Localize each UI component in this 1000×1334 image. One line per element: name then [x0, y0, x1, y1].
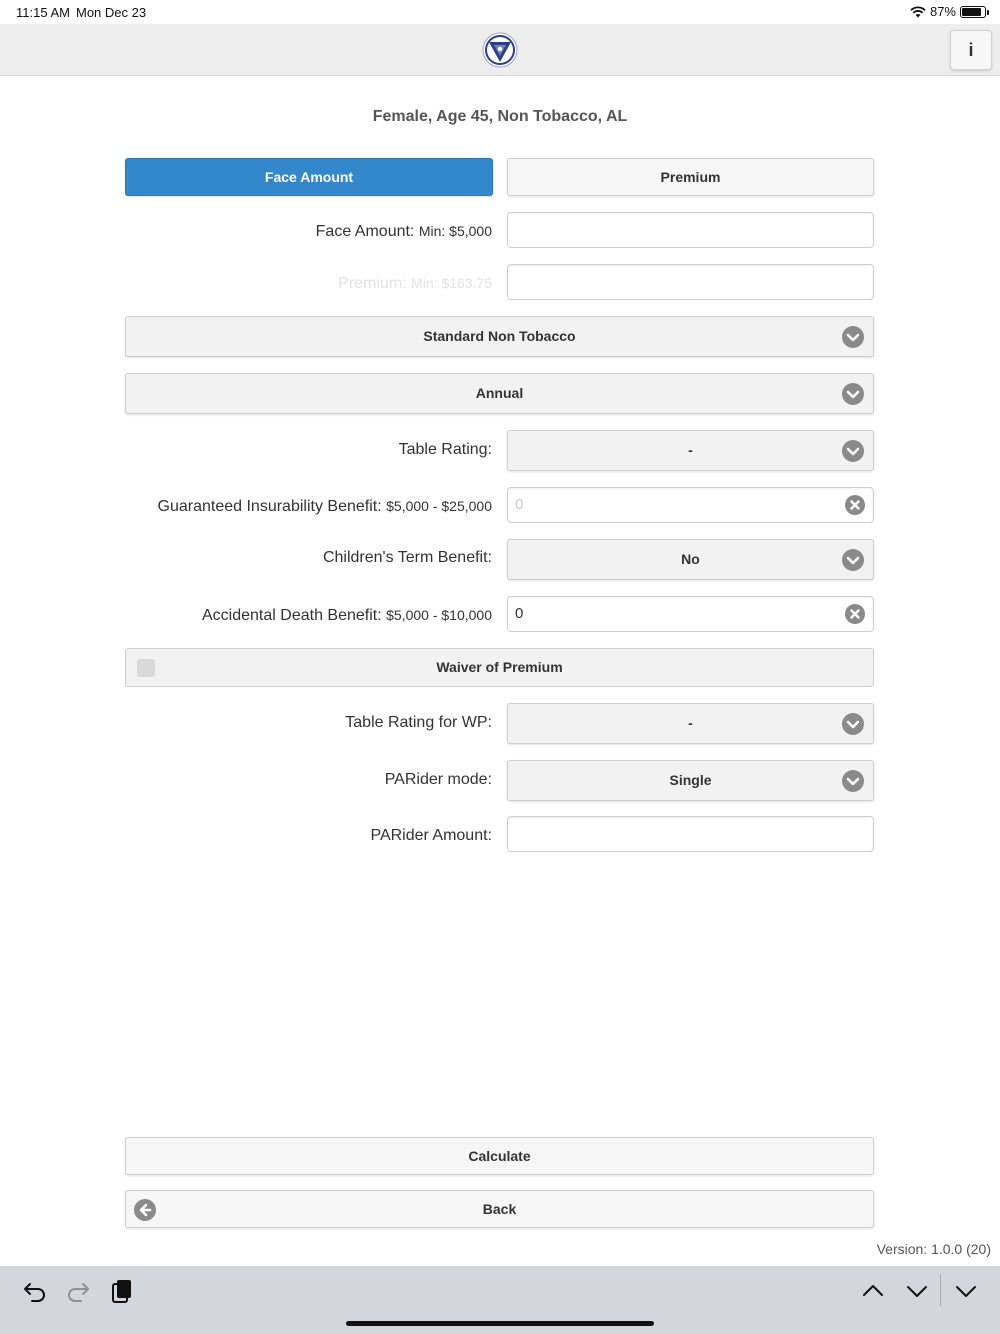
- home-indicator: [346, 1321, 654, 1326]
- risk-class-select[interactable]: [125, 316, 874, 357]
- company-logo-icon: [482, 32, 518, 68]
- adb-input[interactable]: [507, 596, 874, 632]
- version-text: Version: 1.0.0 (20): [876, 1241, 991, 1257]
- parider-amount-input[interactable]: [507, 816, 874, 852]
- premium-label-text: Premium:: [338, 275, 407, 292]
- children-term-select[interactable]: [507, 539, 874, 580]
- battery-icon: [960, 6, 986, 18]
- table-rating-value: -: [688, 442, 693, 458]
- dismiss-keyboard-icon[interactable]: [953, 1278, 979, 1304]
- face-amount-hint: Min: $5,000: [418, 223, 492, 239]
- children-term-label: Children's Term Benefit:: [322, 549, 492, 566]
- checkbox-box[interactable]: [137, 659, 155, 677]
- premium-tab[interactable]: Premium: [507, 158, 874, 196]
- table-rating-wp-label: Table Rating for WP:: [345, 714, 492, 731]
- redo-icon[interactable]: [65, 1278, 91, 1304]
- status-right: [910, 4, 986, 19]
- undo-icon[interactable]: [22, 1278, 48, 1304]
- adb-hint: $5,000 - $10,000: [386, 607, 492, 623]
- parider-mode-label: PARider mode:: [384, 771, 492, 788]
- gib-input[interactable]: [507, 487, 874, 523]
- parider-amount-label: PARider Amount:: [370, 827, 492, 844]
- face-amount-label-text: Face Amount:: [315, 223, 415, 240]
- chevron-down-icon: [842, 770, 864, 792]
- parider-mode-value: Single: [669, 772, 712, 788]
- chevron-down-icon[interactable]: [904, 1278, 930, 1304]
- battery-percent: 87%: [929, 4, 956, 19]
- face-amount-label: [316, 223, 492, 241]
- table-rating-select[interactable]: [507, 430, 874, 471]
- page-subtitle: Female, Age 45, Non Tobacco, AL: [372, 108, 628, 125]
- wifi-icon: [910, 6, 926, 18]
- risk-class-value: Standard Non Tobacco: [423, 328, 576, 344]
- table-rating-wp-select[interactable]: [507, 703, 874, 744]
- info-button[interactable]: i: [950, 30, 992, 70]
- adb-value: 0: [515, 605, 524, 622]
- chevron-down-icon: [842, 383, 864, 405]
- parider-mode-select[interactable]: [507, 760, 874, 801]
- chevron-down-icon: [842, 713, 864, 735]
- face-amount-input[interactable]: [507, 212, 874, 248]
- adb-label: [202, 607, 492, 625]
- back-button-label: Back: [482, 1201, 517, 1217]
- clear-icon[interactable]: [845, 604, 865, 624]
- status-bar: [0, 0, 1000, 24]
- paste-icon[interactable]: [109, 1278, 135, 1304]
- gib-label: [158, 498, 492, 516]
- chevron-up-icon[interactable]: [860, 1278, 886, 1304]
- premium-label: [338, 275, 492, 293]
- calculate-button[interactable]: Calculate: [125, 1137, 874, 1175]
- chevron-down-icon: [842, 549, 864, 571]
- app-header: [0, 24, 1000, 76]
- payment-mode-value: Annual: [475, 385, 524, 401]
- waiver-label: Waiver of Premium: [436, 659, 563, 675]
- table-rating-wp-value: -: [688, 715, 693, 731]
- premium-hint: Min: $163.75: [411, 275, 492, 291]
- status-date: Mon Dec 23: [76, 5, 147, 20]
- clear-icon[interactable]: [845, 495, 865, 515]
- back-button[interactable]: [125, 1190, 874, 1228]
- waiver-of-premium-checkbox[interactable]: [125, 648, 874, 687]
- gib-label-text: Guaranteed Insurability Benefit:: [157, 498, 382, 515]
- payment-mode-select[interactable]: [125, 373, 874, 414]
- face-amount-tab[interactable]: Face Amount: [125, 158, 493, 196]
- gib-placeholder: 0: [515, 496, 524, 513]
- table-rating-label: Table Rating:: [398, 441, 492, 458]
- chevron-down-icon: [842, 440, 864, 462]
- arrow-left-icon: [134, 1199, 156, 1221]
- toolbar-divider: [940, 1274, 941, 1306]
- adb-label-text: Accidental Death Benefit:: [202, 607, 382, 624]
- premium-input[interactable]: [507, 264, 874, 300]
- gib-hint: $5,000 - $25,000: [386, 498, 492, 514]
- status-time: 11:15 AM: [16, 5, 70, 20]
- chevron-down-icon: [842, 326, 864, 348]
- children-term-value: No: [681, 551, 700, 567]
